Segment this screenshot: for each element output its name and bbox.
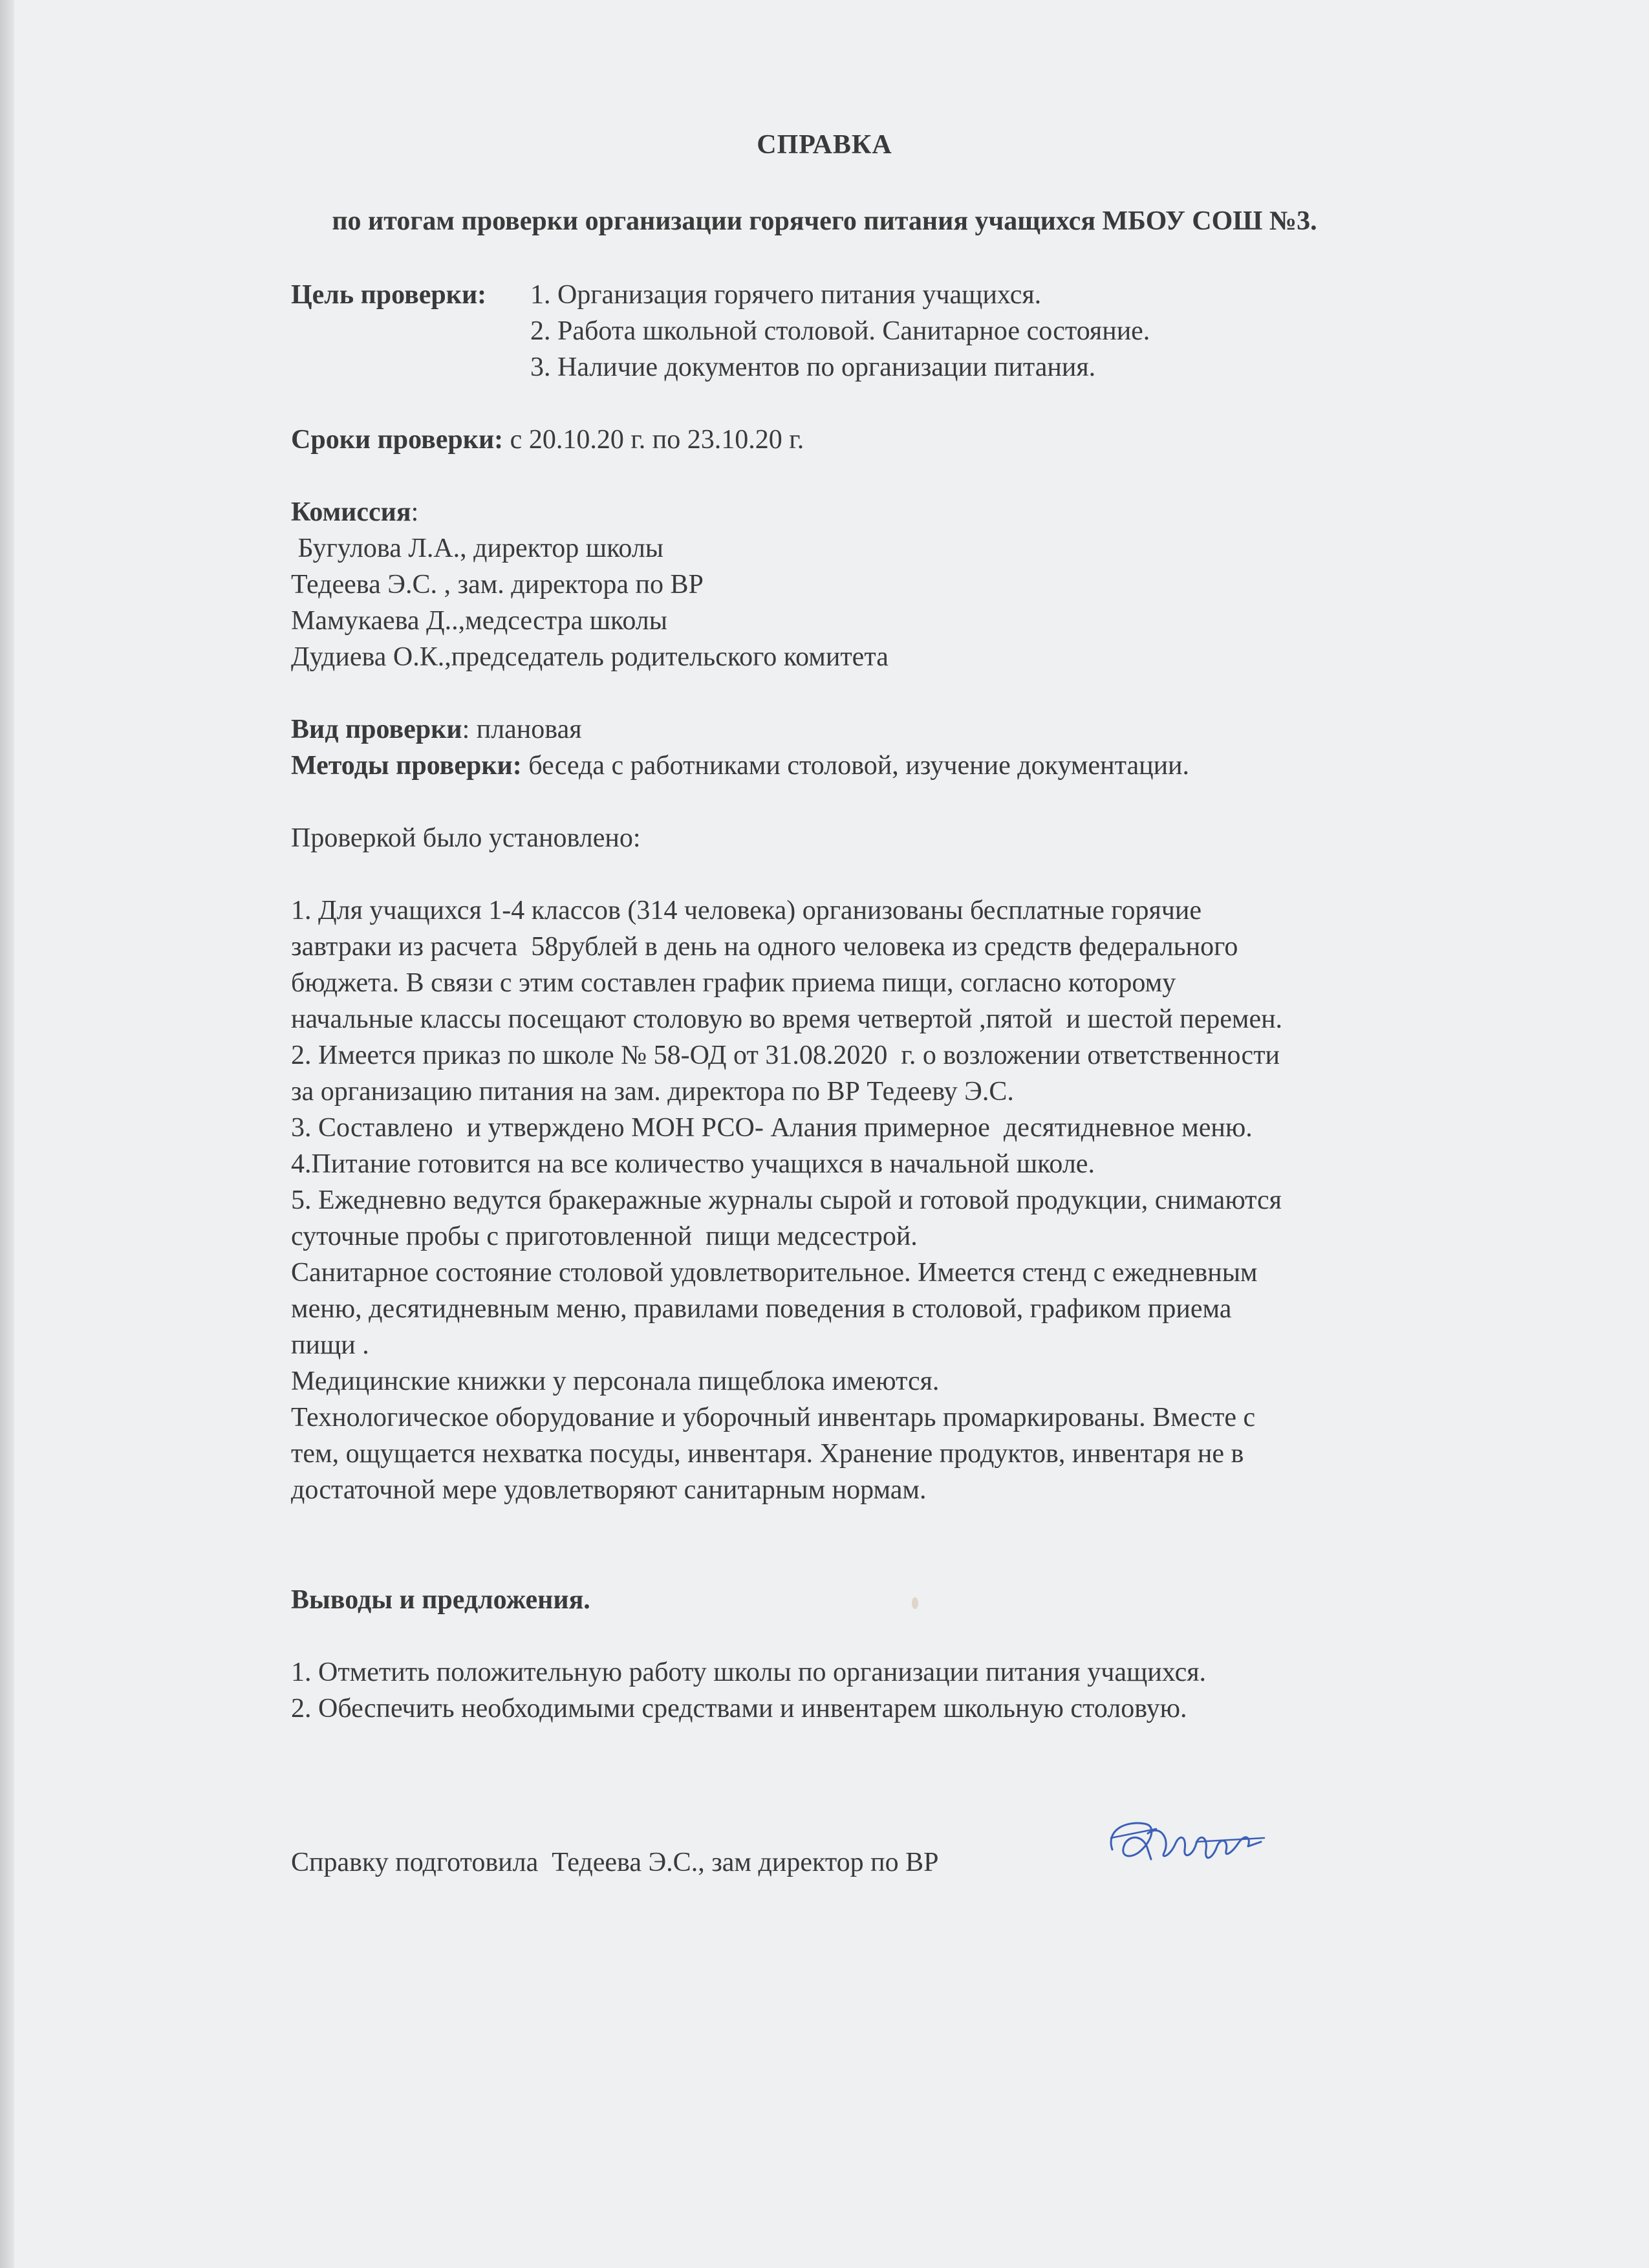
commission-heading: [291, 494, 418, 530]
period-label: Сроки проверки:: [291, 425, 504, 455]
finding-line: суточные пробы с приготовленной пищи медсестрой.: [291, 1222, 918, 1251]
goal-line-1: [291, 277, 486, 313]
finding-line: Технологическое оборудование и уборочный инвентарь промаркированы. Вместе с: [291, 1403, 1256, 1432]
goal-item: 1. Организация горячего питания учащихся.: [530, 280, 1042, 310]
methods-line: [291, 748, 1189, 784]
check-type-label: Вид проверки: [291, 715, 462, 744]
goal-label: Цель проверки:: [291, 280, 487, 310]
period-value: с 20.10.20 г. по 23.10.20 г.: [503, 425, 804, 455]
check-type-value: : плановая: [462, 715, 582, 744]
methods-label: Методы проверки:: [291, 751, 522, 781]
finding-line: Медицинские книжки у персонала пищеблока имеются.: [291, 1366, 940, 1396]
check-type-line: [291, 711, 582, 748]
document-subtitle: по итогам проверки организации горячего питания учащихся МБОУ СОШ №3.: [332, 206, 1317, 236]
period-line: [291, 422, 804, 458]
document-title: СПРАВКА: [757, 130, 892, 160]
finding-line: 4.Питание готовится на все количество учащихся в начальной школе.: [291, 1149, 1095, 1179]
conclusion-item: 1. Отметить положительную работу школы по организации питания учащихся.: [291, 1658, 1207, 1687]
finding-line: 2. Имеется приказ по школе № 58-ОД от 31.08.2020 г. о возложении ответственности: [291, 1041, 1280, 1070]
finding-line: 1. Для учащихся 1-4 классов (314 человека) организованы бесплатные горячие: [291, 896, 1202, 925]
finding-line: пищи .: [291, 1330, 369, 1360]
goal-item: 2. Работа школьной столовой. Санитарное состояние.: [530, 316, 1150, 346]
commission-member: Дудиева О.К.,председатель родительского комитета: [291, 642, 889, 672]
conclusion-item: 2. Обеспечить необходимыми средствами и инвентарем школьную столовую.: [291, 1694, 1187, 1723]
finding-line: бюджета. В связи с этим составлен график приема пищи, согласно которому: [291, 968, 1176, 998]
finding-line: тем, ощущается нехватка посуды, инвентаря. Хранение продуктов, инвентаря не в: [291, 1439, 1244, 1469]
methods-value: беседа с работниками столовой, изучение документации.: [521, 751, 1190, 781]
commission-member: Тедеева Э.С. , зам. директора по ВР: [291, 570, 704, 599]
commission-member: Мамукаева Д..,медсестра школы: [291, 606, 667, 636]
commission-colon: :: [411, 497, 419, 527]
finding-line: 3. Составлено и утверждено МОН РСО- Алания примерное десятидневное меню.: [291, 1113, 1253, 1143]
commission-label: Комиссия: [291, 497, 411, 527]
paper-smudge: [912, 1597, 918, 1609]
finding-line: 5. Ежедневно ведутся бракеражные журналы сырой и готовой продукции, снимаются: [291, 1185, 1282, 1215]
finding-line: меню, десятидневным меню, правилами поведения в столовой, графиком приема: [291, 1294, 1232, 1324]
commission-member: Бугулова Л.А., директор школы: [291, 534, 664, 563]
conclusions-heading: [291, 1582, 590, 1618]
finding-line: достаточной мере удовлетворяют санитарным нормам.: [291, 1475, 927, 1505]
handwritten-signature: [1099, 1804, 1274, 1875]
finding-line: завтраки из расчета 58рублей в день на одного человека из средств федерального: [291, 932, 1238, 962]
finding-line: Санитарное состояние столовой удовлетворительное. Имеется стенд с ежедневным: [291, 1258, 1258, 1288]
finding-line: начальные классы посещают столовую во время четвертой ,пятой и шестой перемен.: [291, 1004, 1283, 1034]
established-heading: Проверкой было установлено:: [291, 823, 641, 853]
prepared-by: Справку подготовила Тедеева Э.С., зам директор по ВР: [291, 1848, 939, 1877]
finding-line: за организацию питания на зам. директора по ВР Тедееву Э.С.: [291, 1077, 1014, 1107]
conclusions-heading-text: Выводы и предложения.: [291, 1585, 590, 1615]
goal-item: 3. Наличие документов по организации питания.: [530, 352, 1096, 382]
